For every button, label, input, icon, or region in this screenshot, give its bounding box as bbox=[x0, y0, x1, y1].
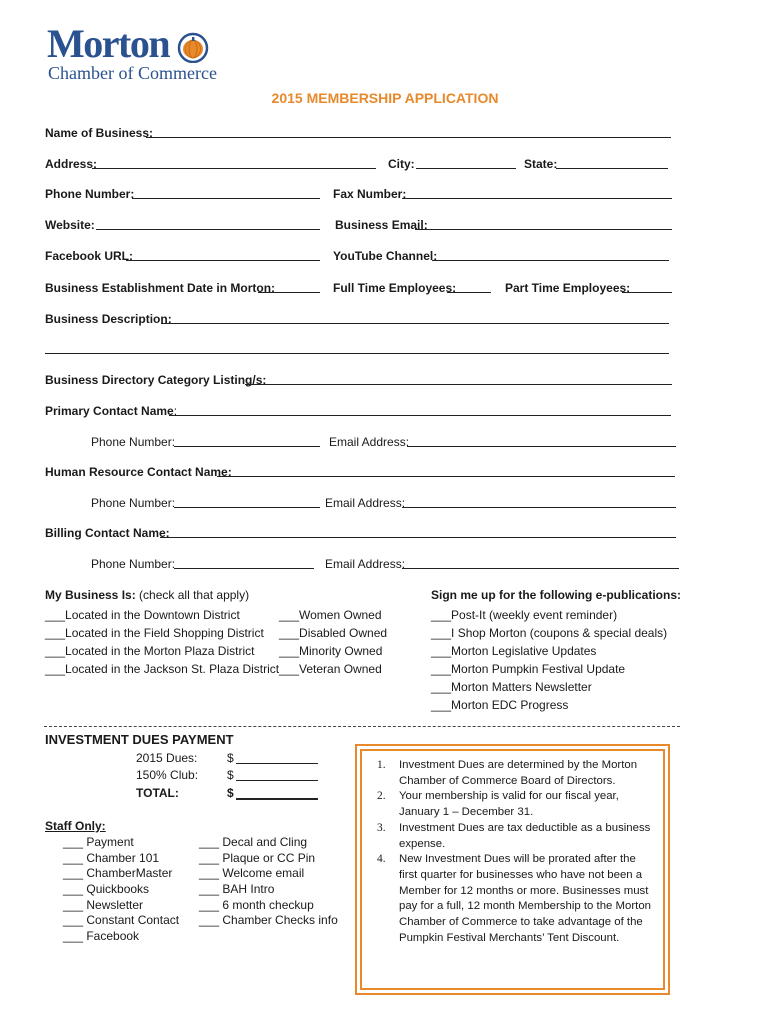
full-time-field[interactable] bbox=[447, 292, 491, 293]
primary-email-label: Email Address: bbox=[329, 435, 410, 449]
establishment-date-field[interactable] bbox=[258, 292, 320, 293]
staff-item[interactable]: ___ Facebook bbox=[63, 929, 140, 943]
epub-option[interactable]: ___Post-It (weekly event reminder) bbox=[431, 608, 618, 622]
staff-item[interactable]: ___ ChamberMaster bbox=[63, 866, 173, 880]
fax-label: Fax Number: bbox=[333, 187, 407, 201]
primary-phone-field[interactable] bbox=[174, 446, 320, 447]
facebook-field[interactable] bbox=[126, 260, 320, 261]
club-label: 150% Club: bbox=[136, 768, 199, 782]
state-field[interactable] bbox=[556, 168, 668, 169]
establishment-date-label: Business Establishment Date in Morton: bbox=[45, 281, 276, 295]
state-label: State: bbox=[524, 157, 558, 171]
ownership-option[interactable]: ___Disabled Owned bbox=[279, 626, 388, 640]
facebook-label: Facebook URL: bbox=[45, 249, 134, 263]
note-text: Investment Dues are determined by the Morton Chamber of Commerce Board of Directors. bbox=[399, 759, 638, 787]
description-field-line-2[interactable] bbox=[45, 353, 669, 354]
billing-phone-label: Phone Number: bbox=[91, 557, 176, 571]
epub-option[interactable]: ___Morton EDC Progress bbox=[431, 698, 569, 712]
billing-contact-label: Billing Contact Name: bbox=[45, 526, 170, 540]
staff-item[interactable]: ___ Plaque or CC Pin bbox=[199, 851, 316, 865]
dues-notes-list bbox=[372, 758, 654, 946]
primary-contact-label-wrap bbox=[45, 404, 177, 418]
primary-contact-field[interactable] bbox=[169, 415, 671, 416]
staff-item[interactable]: ___ Quickbooks bbox=[63, 882, 150, 896]
note-number: 3. bbox=[377, 821, 386, 834]
directory-field[interactable] bbox=[245, 384, 672, 385]
staff-heading: Staff Only: bbox=[45, 819, 106, 833]
club-dollar: $ bbox=[227, 768, 234, 782]
logo-wordmark: Morton bbox=[47, 21, 170, 66]
name-of-business-field[interactable] bbox=[146, 137, 671, 138]
description-field[interactable] bbox=[161, 323, 669, 324]
note-item bbox=[372, 789, 654, 820]
note-text: Investment Dues are tax deductible as a business expense. bbox=[399, 821, 651, 850]
primary-email-field[interactable] bbox=[407, 446, 676, 447]
website-field[interactable] bbox=[96, 229, 320, 230]
staff-item[interactable]: ___ Decal and Cling bbox=[199, 835, 308, 849]
location-option[interactable]: ___Located in the Downtown District bbox=[45, 608, 240, 622]
hr-phone-field[interactable] bbox=[174, 507, 320, 508]
youtube-label: YouTube Channel: bbox=[333, 249, 438, 263]
city-label: City: bbox=[388, 157, 415, 171]
note-number: 1. bbox=[377, 759, 386, 771]
note-text: New Investment Dues will be prorated after the first quarter for businesses who have not been a Member for 12 months or more. Businesses must pay for a full, 12 month Membership to the Morton Chamber of Commerce to take advantage of the Pumpkin Festival Merchants’ Tent Discount. bbox=[399, 853, 651, 944]
address-field[interactable] bbox=[92, 168, 376, 169]
primary-phone-label: Phone Number: bbox=[91, 435, 176, 449]
total-label: TOTAL: bbox=[136, 786, 179, 800]
note-text: Your membership is valid for our fiscal year, January 1 – December 31. bbox=[399, 790, 619, 819]
staff-item[interactable]: ___ Newsletter bbox=[63, 898, 144, 912]
business-email-field[interactable] bbox=[415, 229, 672, 230]
business-email-label: Business Email: bbox=[335, 218, 428, 232]
location-option[interactable]: ___Located in the Jackson St. Plaza District bbox=[45, 662, 280, 676]
note-item bbox=[372, 821, 654, 852]
phone-field[interactable] bbox=[132, 198, 320, 199]
staff-item[interactable]: ___ 6 month checkup bbox=[199, 898, 314, 912]
phone-label: Phone Number: bbox=[45, 187, 135, 201]
location-option[interactable]: ___Located in the Field Shopping District bbox=[45, 626, 264, 640]
dues-dollar: $ bbox=[227, 751, 234, 765]
name-of-business-label: Name of Business: bbox=[45, 126, 154, 140]
epub-option[interactable]: ___Morton Matters Newsletter bbox=[431, 680, 592, 694]
part-time-field[interactable] bbox=[622, 292, 672, 293]
billing-contact-field[interactable] bbox=[160, 537, 676, 538]
directory-label: Business Directory Category Listing/s: bbox=[45, 373, 267, 387]
address-label: Address: bbox=[45, 157, 98, 171]
website-label: Website: bbox=[45, 218, 95, 232]
location-option[interactable]: ___Located in the Morton Plaza District bbox=[45, 644, 255, 658]
total-field[interactable] bbox=[236, 798, 318, 800]
staff-item[interactable]: ___ Payment bbox=[63, 835, 134, 849]
my-business-heading-wrap bbox=[45, 588, 249, 602]
note-number: 4. bbox=[377, 853, 386, 866]
note-item bbox=[372, 758, 654, 789]
staff-item[interactable]: ___ Constant Contact bbox=[63, 913, 180, 927]
full-time-label: Full Time Employees: bbox=[333, 281, 457, 295]
pumpkin-logo-icon bbox=[171, 31, 215, 63]
dues-label: 2015 Dues: bbox=[136, 751, 198, 765]
epub-option[interactable]: ___I Shop Morton (coupons & special deals) bbox=[431, 626, 668, 640]
note-number: 2. bbox=[377, 790, 386, 803]
epub-option[interactable]: ___Morton Legislative Updates bbox=[431, 644, 597, 658]
logo-subtitle: Chamber of Commerce bbox=[48, 63, 217, 83]
staff-item[interactable]: ___ Chamber Checks info bbox=[199, 913, 338, 927]
page-title: 2015 MEMBERSHIP APPLICATION bbox=[271, 90, 499, 106]
hr-email-field[interactable] bbox=[402, 507, 676, 508]
hr-phone-label: Phone Number: bbox=[91, 496, 176, 510]
ownership-option[interactable]: ___Veteran Owned bbox=[279, 662, 382, 676]
hr-contact-field[interactable] bbox=[217, 476, 675, 477]
ownership-option[interactable]: ___Women Owned bbox=[279, 608, 382, 622]
description-label: Business Description: bbox=[45, 312, 172, 326]
primary-contact-colon: : bbox=[173, 404, 178, 418]
hr-contact-label: Human Resource Contact Name: bbox=[45, 465, 232, 479]
billing-phone-field[interactable] bbox=[174, 568, 314, 569]
hr-email-label: Email Address: bbox=[325, 496, 406, 510]
my-business-note: (check all that apply) bbox=[139, 588, 250, 602]
ownership-option[interactable]: ___Minority Owned bbox=[279, 644, 383, 658]
my-business-heading: My Business Is: bbox=[45, 588, 136, 602]
section-divider bbox=[44, 726, 680, 727]
part-time-label: Part Time Employees: bbox=[505, 281, 631, 295]
dues-field[interactable] bbox=[236, 763, 318, 764]
fax-field[interactable] bbox=[402, 198, 672, 199]
investment-heading: INVESTMENT DUES PAYMENT bbox=[45, 732, 234, 747]
club-field[interactable] bbox=[236, 780, 318, 781]
total-dollar: $ bbox=[227, 786, 234, 800]
billing-email-label: Email Address: bbox=[325, 557, 406, 571]
primary-contact-label: Primary Contact Name bbox=[45, 404, 174, 418]
staff-item[interactable]: ___ BAH Intro bbox=[199, 882, 275, 896]
staff-item[interactable]: ___ Chamber 101 bbox=[63, 851, 160, 865]
staff-item[interactable]: ___ Welcome email bbox=[199, 866, 305, 880]
billing-email-field[interactable] bbox=[402, 568, 679, 569]
epub-option[interactable]: ___Morton Pumpkin Festival Update bbox=[431, 662, 626, 676]
youtube-field[interactable] bbox=[432, 260, 669, 261]
note-item bbox=[372, 852, 654, 946]
city-field[interactable] bbox=[416, 168, 516, 169]
epubs-heading: Sign me up for the following e-publications: bbox=[431, 588, 681, 602]
